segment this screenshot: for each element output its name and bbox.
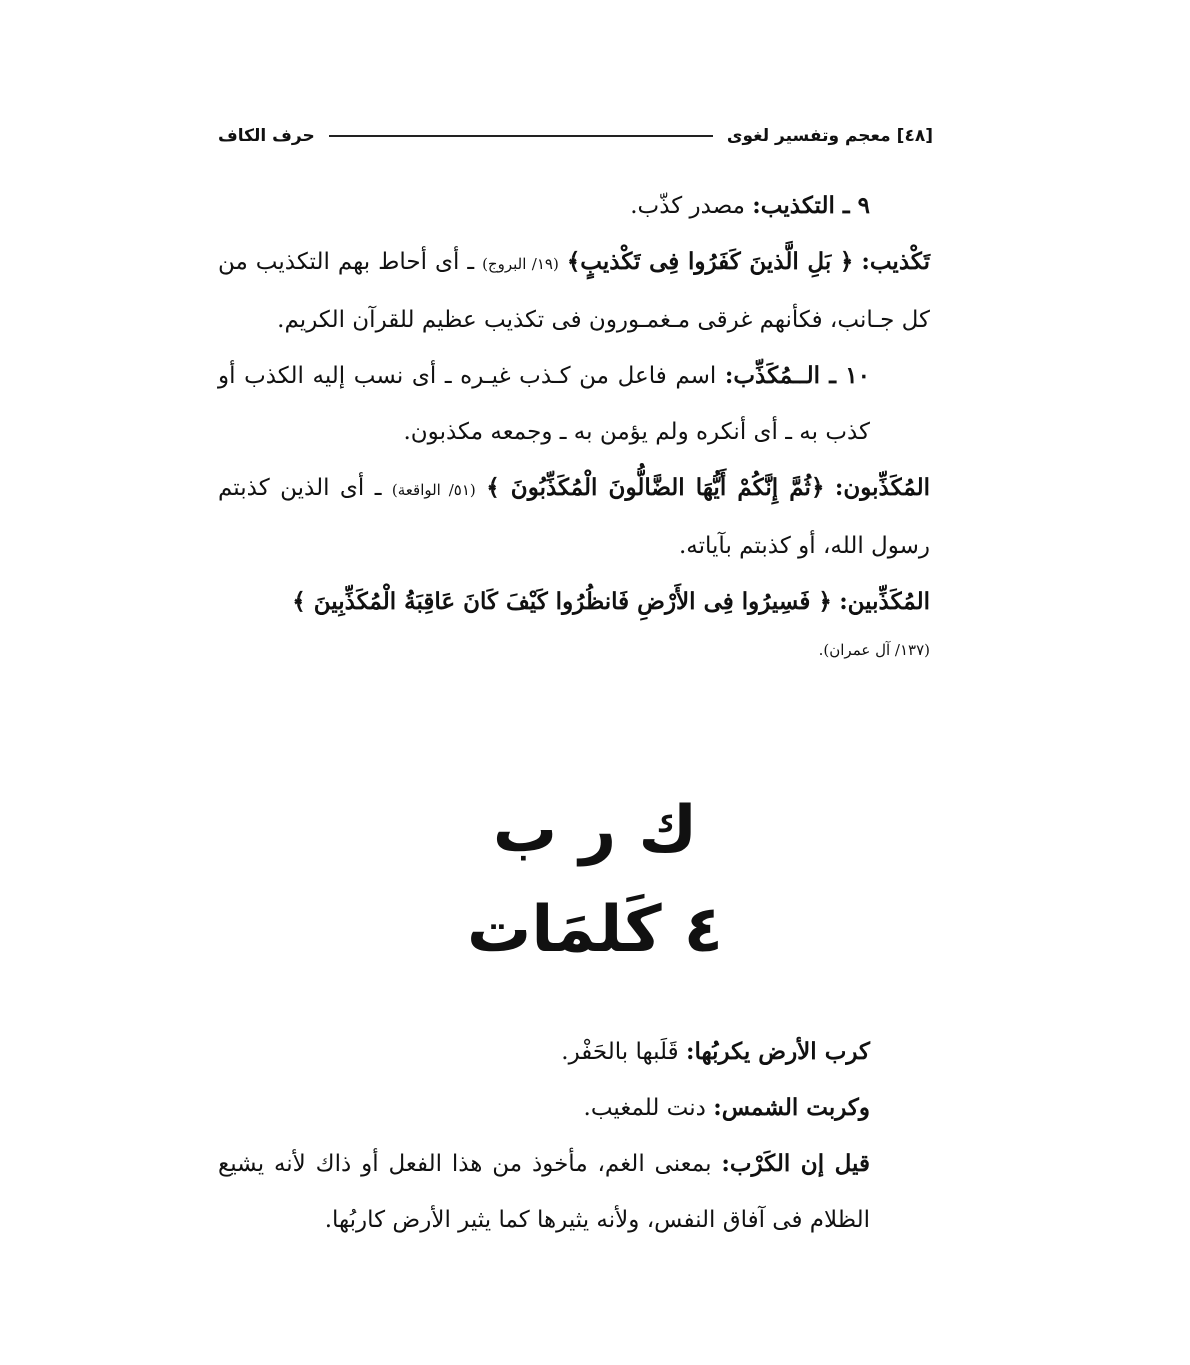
usage-mukadhibun	[218, 460, 930, 574]
entry-term: كرب الأرض يكربُها:	[685, 1038, 870, 1065]
entry-mukadhib	[218, 348, 930, 460]
entry-term: وكربت الشمس:	[713, 1094, 870, 1121]
entry-definition: مصدر كذّب.	[630, 193, 745, 219]
verse-reference: (١٣٧/ آل عمران).	[818, 641, 930, 659]
page-number: [٤٨]	[896, 126, 933, 146]
verse-reference: (١٩/ البروج)	[482, 255, 559, 273]
section-title: حرف الكاف	[218, 126, 315, 146]
entry-term: قيل إن الكَرْب:	[721, 1150, 870, 1177]
entries-body	[218, 178, 930, 670]
usage-mukadhibin	[218, 574, 930, 630]
usage-term: المُكَذِّبين:	[839, 588, 930, 615]
root-heading	[0, 780, 1190, 980]
entry-definition: دنت للمغيب.	[583, 1095, 706, 1121]
entry-definition: اسم فاعل من كـذب غيـره ـ أى نسب إليه الكذب أو كذب به ـ أى أنكره ولم يؤمن به ـ وجمعه مكذبون.	[218, 363, 870, 445]
usage-explanation: ـ أى الذين كذبتم رسول الله، أو كذبتم بآياته.	[218, 475, 930, 559]
root-letters: ك ر ب	[492, 793, 698, 867]
header-rule	[329, 135, 713, 137]
verse-reference-line	[218, 630, 930, 670]
book-title: معجم وتفسير لغوى	[726, 126, 891, 146]
page-header	[218, 118, 933, 154]
entry-definition: قَلَبها بالحَفْر.	[561, 1039, 679, 1065]
entry-karabat	[218, 1080, 930, 1136]
usage-term: المُكَذِّبون:	[834, 474, 931, 501]
entry-term: ٩ ـ التكذيب:	[752, 192, 870, 219]
root-entries	[218, 1024, 930, 1248]
entry-karb	[218, 1136, 930, 1248]
usage-explanation: ـ أى أحاط بهم التكذيب من كل جـانب، فكأنهم غرقى مـغمـورون فى تكذيب عظيم للقرآن الكريم.	[218, 249, 930, 333]
verse-reference: (٥١/ الواقعة)	[391, 481, 476, 499]
usage-takdhib	[218, 234, 930, 348]
quran-verse: ﴿ فَسِيرُوا فِى الأَرْضِ فَانظُرُوا كَيْفَ كَانَ عَاقِبَةُ الْمُكَذِّبِينَ ﴾	[292, 588, 832, 615]
word-count: ٤ كَلمَات	[467, 893, 723, 967]
quran-verse: ﴿ثُمَّ إِنَّكُمْ أَيُّهَا الضَّالُّونَ الْمُكَذِّبُونَ ﴾	[486, 474, 825, 501]
quran-verse: ﴿ بَلِ الَّذينَ كَفَرُوا فِى تَكْذيبٍ﴾	[566, 248, 854, 275]
entry-takdhib	[218, 178, 930, 234]
entry-karab	[218, 1024, 930, 1080]
entry-term: ١٠ ـ الــمُكَذِّب:	[724, 362, 871, 389]
entry-definition: بمعنى الغم، مأخوذ من هذا الفعل أو ذاك لأنه يشيع الظلام فى آفاق النفس، ولأنه يثيرها كما يثير الأرض كاربُها.	[218, 1151, 870, 1233]
usage-term: تَكْذيب:	[861, 248, 931, 275]
